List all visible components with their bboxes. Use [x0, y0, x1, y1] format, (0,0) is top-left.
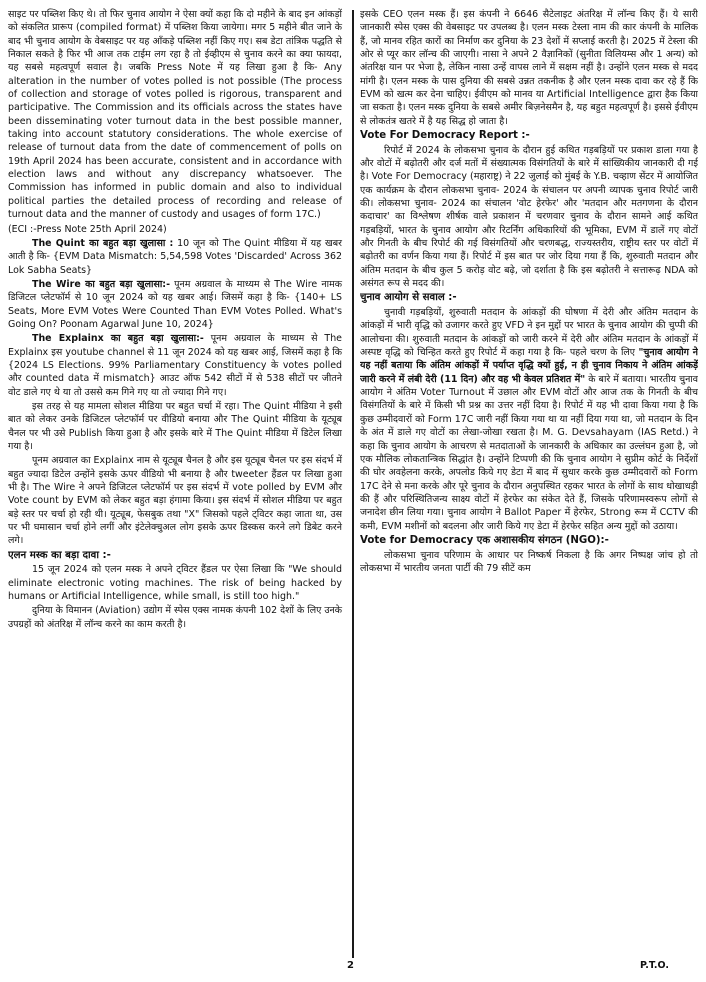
pto-label: P.T.O.: [640, 960, 669, 971]
the-quint-text: 10 जून को The Quint मीडिया में यह खबर आती है कि- {EVM Data Mismatch: 5,54,598 Votes 'Discarded' Across 362 Lok Sabha Seats}: [8, 237, 342, 276]
the-wire-text: पूनम अग्रवाल के माध्यम से The Wire नामक डिजिटल प्लेटफॉर्म से 10 जून 2024 को यह खबर आई। जिसमें कहा है कि- {140+ LS Seats, More EVM Votes Were Counted Than EVM Votes Polled. What's Going On? Poonam Agarwal June 10, 2024}: [8, 278, 342, 330]
the-explainx-text: पूनम अग्रवाल के माध्यम से The Explainx इस youtube channel से 11 जून 2024 को यह खबर आई, जिसमें कहा है कि {2024 LS Elections. 99% Parliamentary Constituency के votes polled और counted data में mismatch} आउट ऑफ 542 सीटों में से 538 सीटों पर जीतने वोट डाले गए थे या तो उससे कम गिने गए या तो ज्यादा गिने गए।: [8, 333, 342, 398]
page-number: 2: [347, 960, 354, 971]
the-wire-heading: The Wire का बहुत बड़ा खुलासा:-: [32, 278, 170, 290]
paragraph-report-details: रिपोर्ट में 2024 के लोकसभा चुनाव के दौरान हुई कथित गड़बड़ियों पर प्रकाश डाला गया है और वोटों में बढ़ोतरी और दर्ज मतों में संख्यात्मक विसंगतियों के बारे में सांख्यिकीय जानकारी दी गई है। Vote For Democracy (महाराष्ट्र) ने 22 जुलाई को मुंबई के Y.B. चव्हाण सेंटर में आयोजित एक कार्यक्रम के दौरान लोकसभा चुनाव- 2024 के संचालन पर अपनी व्यापक चुनाव रिपोर्ट जारी की। लोकसभा चुनाव- 2024 का संचालन 'वोट हेरफेर' और 'मतदान और मतगणना के दौरान कदाचार' का विश्लेषण शीर्षक वाले प्रकाशन में चरणवार चुनाव के दौरान सामने आई कथित गड़बड़ियों, भारत के चुनाव आयोग और रिटर्निंग अधिकारियों की भूमिका, EVM में डालें गए वोटों और गिनती के बीच रिपोर्ट की गई विसंगतियों और चरणबद्ध, राज्यस्तरीय, राष्ट्रीय स्तर पर वोटों में बढ़ोतरी का वर्णन किया गया हैं। रिपोर्ट में इस बात पर जोर दिया गया हैं कि, शुरुवाती मतदान और अंतिम मतदान के बीच कुल 5 करोड़ वोट बढ़े, जो दर्शाता है कि इस बढ़ोतरी ने सत्तारूढ़ NDA को असंगत रूप से मदद की।: [360, 144, 698, 290]
right-column: [360, 8, 698, 954]
paragraph-the-explainx: [8, 332, 342, 399]
paragraph-elon-musk-ceo: इसके CEO एलन मस्क हैं। इस कंपनी ने 6646 सैटेलाइट अंतरिक्ष में लॉन्च किए हैं। ये सारी जानकारी स्पेस एक्स की वेबसाइट पर उपलब्ध है। एलन मस्क टेस्ला नाम की कार कंपनी के मालिक हैं, जो मानव रहित कारों का निर्माण कर दुनिया के 23 देशों में सप्लाई करती है। 2025 में टेस्ला की ओर से प्यूर कार लॉन्च की जाएगी। नासा ने अपने 2 वैज्ञानिकों (सुनीता विलियम्स और 1 अन्य) को अंतरिक्ष यान पर भेजा है, लेकिन नासा उन्हें वापस लाने में सक्षम नहीं है। उन्होंने एलन मस्क से मदद मांगी है। एलन मस्क के पास दुनिया की सबसे उन्नत तकनीक है और एलन मस्क दावा कर रहे हैं कि EVM को खत्म कर देना चाहिए। ईवीएम को मानव या Artificial Intelligence द्वारा हैक किया जा सकता है। एलन मस्क दुनिया के सबसे अमीर बिज़नेसमैन है, यह बहुत महत्वपूर्ण है। इससे ईवीएम से लोकतंत्र खतरे में है यह सिद्ध हो जाता है।: [360, 9, 698, 127]
left-column: [8, 8, 346, 954]
paragraph-the-quint: [8, 237, 342, 277]
press-note-citation: (ECI :-Press Note 25th April 2024): [8, 223, 167, 235]
paragraph-vfd-criticism: [360, 306, 698, 533]
heading-question-to-election-commission: चुनाव आयोग से सवाल :-: [360, 292, 457, 304]
paragraph-the-wire: [8, 278, 342, 331]
paragraph-spacex: दुनिया के विमानन (Aviation) उद्योग में स्पेस एक्स नामक कंपनी 102 देशों के लिए उनके उपग्रहों को अंतरिक्ष में लॉन्च करने का काम करती है।: [8, 605, 342, 630]
paragraph-elon-musk-tweet: 15 जून 2024 को एलन मस्क ने अपने ट्विटर हैंडल पर ऐसा लिखा कि "We should eliminate electronic voting machines. The risk of being hacked by humans or Artificial Intelligence, while small, is still too high.": [8, 564, 342, 603]
vfd-text-start: चुनावी गड़बड़ियों, शुरुवाती मतदान के आंकड़ों की घोषणा में देरी और अंतिम मतदान के आंकड़ों में भारी वृद्धि को उजागर करते हुए VFD ने इन मुद्दों पर भारत के चुनाव आयोग की चुप्पी की आलोचना की। शुरुवाती मतदान के आंकड़ों को जारी करने में देरी और अंतिम मतदान के आंकड़ों में अस्पष्ट वृद्धि को चिन्हित करते हुए रिपोर्ट में कहा गया है कि- पहले चरण के लिए: [360, 307, 698, 359]
vfd-quote-bold: "चुनाव आयोग ने यह नहीं बताया कि अंतिम आंकड़ों में पर्याप्त वृद्धि क्यों हुई, न ही चुनाव निकाय ने अंतिम आंकड़ें जारी करने में लंबी देरी (11 दिन) और वह भी केवल प्रतिशत में": [360, 347, 698, 385]
the-quint-heading: The Quint का बहुत बड़ा खुलासा :: [32, 237, 174, 249]
column-divider: [352, 10, 354, 958]
paragraph-social-media: इस तरह से यह मामला सोशल मीडिया पर बहुत चर्चा में रहा। The Quint मीडिया ने इसी बात को लेकर उनके डिजिटल प्लेटफॉर्म पर वीडियो बनाया और The Quint मीडिया के यूट्यूब चैनल पर भी उसे Publish किया हुआ है और इसके बारे में The Quint मीडिया में डिटेल लिखा गया है।: [8, 400, 342, 452]
the-explainx-heading: The Explainx का बहुत बड़ा खुलासा:-: [32, 333, 204, 345]
page-footer: [0, 960, 706, 978]
paragraph-ngo-conclusion: लोकसभा चुनाव परिणाम के आधार पर निष्कर्ष निकला है कि अगर निष्पक्ष जांच हो तो लोकसभा में भारतीय जनता पार्टी की 79 सीटें कम: [360, 549, 698, 574]
heading-elon-musk-claim: एलन मस्क का बड़ा दावा :-: [8, 549, 111, 561]
heading-vote-for-democracy-ngo: Vote for Democracy एक अशासकीय संगठन (NGO):-: [360, 534, 609, 546]
heading-vote-for-democracy-report: Vote For Democracy Report :-: [360, 130, 530, 142]
paragraph-poonam-agarwal: पूनम अग्रवाल का Explainx नाम से यूट्यूब चैनल है और इस यूट्यूब चैनल पर इस संदर्भ में बहुत ज्यादा डिटेल उन्होंने इसके ऊपर वीडियो भी बनाया है और tweeter हैंडल पर लिखा हुआ भी है। The Wire ने अपने डिजिटल प्लेटफॉर्म पर इस संदर्भ में vote polled by EVM और Vote count by EVM को लेकर बहुत बड़ा हंगामा किया। इस संदर्भ में सोशल मीडिया पर बहुत बड़े स्तर पर चर्चा हो रही थी। यूट्यूब, फेसबुक तथा "X" जिसको पहले ट्विटर कहा जाता था, उस पर भी घमासान चर्चा होने लगीं और इंटेलेक्चुअल लोग इसके ऊपर डिस्कस करने लगे डिबेट करने लगे।: [8, 455, 342, 547]
vfd-text-end: के बारे में बताया। भारतीय चुनाव आयोग ने अंतिम Voter Turnout में उछाल और EVM वोटों और आज तक के गिनती के बीच विसंगतियों के बारे में किसी भी प्रश्न का उत्तर नहीं दिया है। रिपोर्ट में यह भी दावा किया गया है कि कुछ उम्मीदवारों को Form 17C जारी नहीं किया गया था या नहीं दिया गया था, जो मतदान के दिन के अंत में डाले गए वोटों का लेखा-जोखा रखता है। M. G. Devsahayam (IAS Retd.) ने कहा कि चुनाव आयोग के आचरण से मतदाताओं के जानकारी के अधिकार का उल्लंघन हुआ है, जो एक मौलिक लोकतान्त्रिक सिद्धांत है। उन्होंने टिप्पणी की कि चुनाव आयोग ने सुप्रीम कोर्ट के निर्देशों की घोर अवहेलना करके, अपलोड किये गए डेटा में बाद में सुधार करके कुछ उम्मीदवारों को Form 17C देने से मना करके और पूरे चुनाव के दौरान अनुपस्थित रहकर भारत के लोगों के साथ धोखाधड़ी की हैं और परिस्थितिजन्य साक्ष्य वोटों में हेरफेर का संकेत देते हैं, जिसके परिणामस्वरूप लोगों से जनादेश छीन लिया गया। चुनाव आयोग ने Ballot Paper में हेरफेर, Strong रूम में CCTV की कमी, EVM मशीनों को बदलना और जारी किये गए डेटा में हेरफेर सहित अन्य मुद्दों को उठाया।: [360, 373, 698, 532]
paragraph-eci-press-note: साइट पर पब्लिश किए थे। तो फिर चुनाव आयोग ने ऐसा क्यों कहा कि दो महीने के बाद इन आंकड़ों को संकलित प्रारूप (compiled format) में पब्लिश किया जायेगा। मगर 5 महीने बीत जाने के बाद भी चुनाव आयोग के वेबसाइट पर यह आँकड़े पब्लिश नहीं किए गए। सब डेटा तांत्रिक पद्धति से निकाल सकते है फिर भी आज तक टाईम लग रहा है तो ईव्हीएम से चुनाव करने का क्या फायदा, यह सबसे महत्वपूर्ण सवाल है। जबकि Press Note में यह लिखा हुआ है कि- Any alteration in the number of votes polled is not possible (The process of collection and storage of votes polled is rigorous, transparent and participative. The Commission and its officials across the states have been disseminating voter turnout data in the best possible manner, taking into account statutory considerations. The whole exercise of release of turnout data from the date of commencement of polls on 19th April 2024 has been accurate, consistent and in accordance with election laws and without any discrepancy whatsoever. The Commission has informed in public domain and also to individual political parties the detailed process of recording and release of turnout data and the manner of custody and usages of form 17C.): [8, 9, 342, 221]
